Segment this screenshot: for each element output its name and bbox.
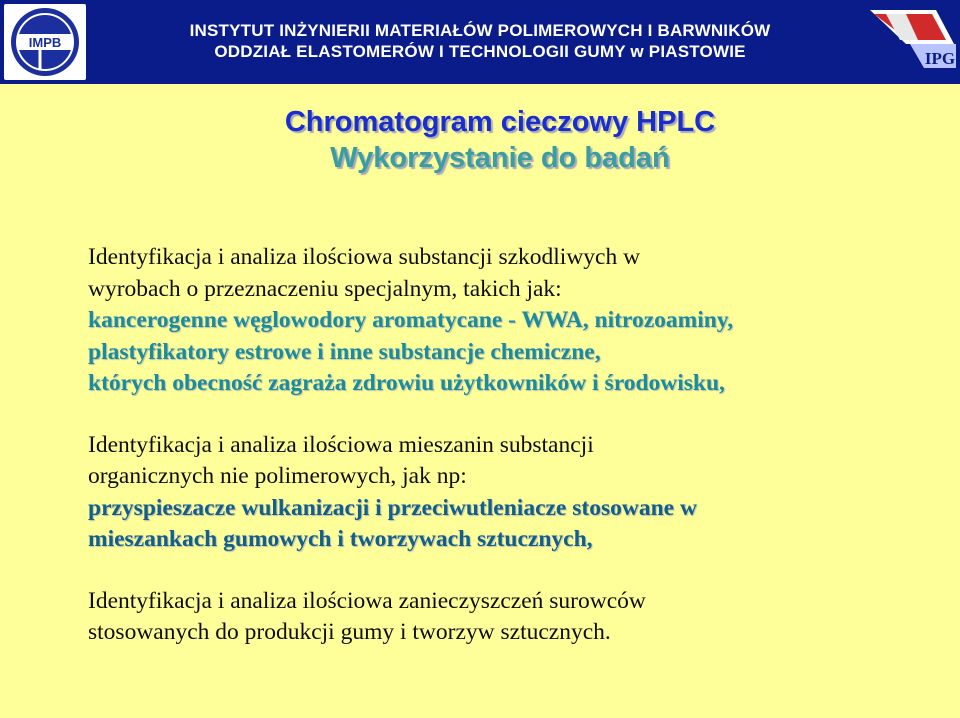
slide-body: [88, 242, 948, 679]
ipg-logo-icon: [866, 4, 958, 80]
emphasis-line: plastyfikatory estrowe i inne substancje chemiczne,: [88, 338, 601, 365]
impb-logo-icon: [4, 4, 86, 80]
institute-name: [96, 20, 864, 62]
text-line: Identyfikacja i analiza ilościowa substancji szkodliwych w: [88, 244, 641, 270]
emphasis-line: mieszankach gumowych i tworzywach sztucznych,: [88, 526, 593, 552]
impb-logo: [4, 4, 86, 80]
institute-line-1: INSTYTUT INŻYNIERII MATERIAŁÓW POLIMEROWYCH I BARWNIKÓW: [189, 21, 771, 40]
text-line: organicznych nie polimerowych, jak np:: [88, 463, 467, 489]
emphasis-line: przyspieszacze wulkanizacji i przeciwutleniacze stosowane w: [88, 494, 697, 521]
slide-title: [0, 104, 960, 176]
text-line: wyrobach o przeznaczeniu specjalnym, takich jak:: [88, 275, 562, 302]
text-line: stosowanych do produkcji gumy i tworzyw sztucznych.: [88, 619, 611, 645]
text-line: Identyfikacja i analiza ilościowa mieszanin substancji: [88, 431, 594, 458]
paragraph-raw-materials: [88, 586, 948, 649]
ipg-logo-label: IPG: [924, 49, 956, 68]
ipg-logo: [866, 4, 958, 80]
institute-line-2: ODDZIAŁ ELASTOMERÓW I TECHNOLOGII GUMY w PIASTOWIE: [214, 42, 746, 61]
text-line: Identyfikacja i analiza ilościowa zanieczyszczeń surowców: [88, 587, 646, 614]
paragraph-hazardous-substances: [88, 242, 948, 400]
impb-logo-label: IMPB: [28, 35, 62, 50]
title-line-2: Wykorzystanie do badań: [330, 142, 670, 174]
emphasis-line: kancerogenne węglowodory aromatycane - WWA, nitrozoaminy,: [88, 307, 734, 333]
emphasis-line: których obecność zagraża zdrowiu użytkowników i środowisku,: [88, 370, 725, 396]
title-line-1: Chromatogram cieczowy HPLC: [284, 106, 716, 138]
paragraph-organic-mixtures: [88, 430, 948, 556]
header-bar: [0, 0, 960, 84]
